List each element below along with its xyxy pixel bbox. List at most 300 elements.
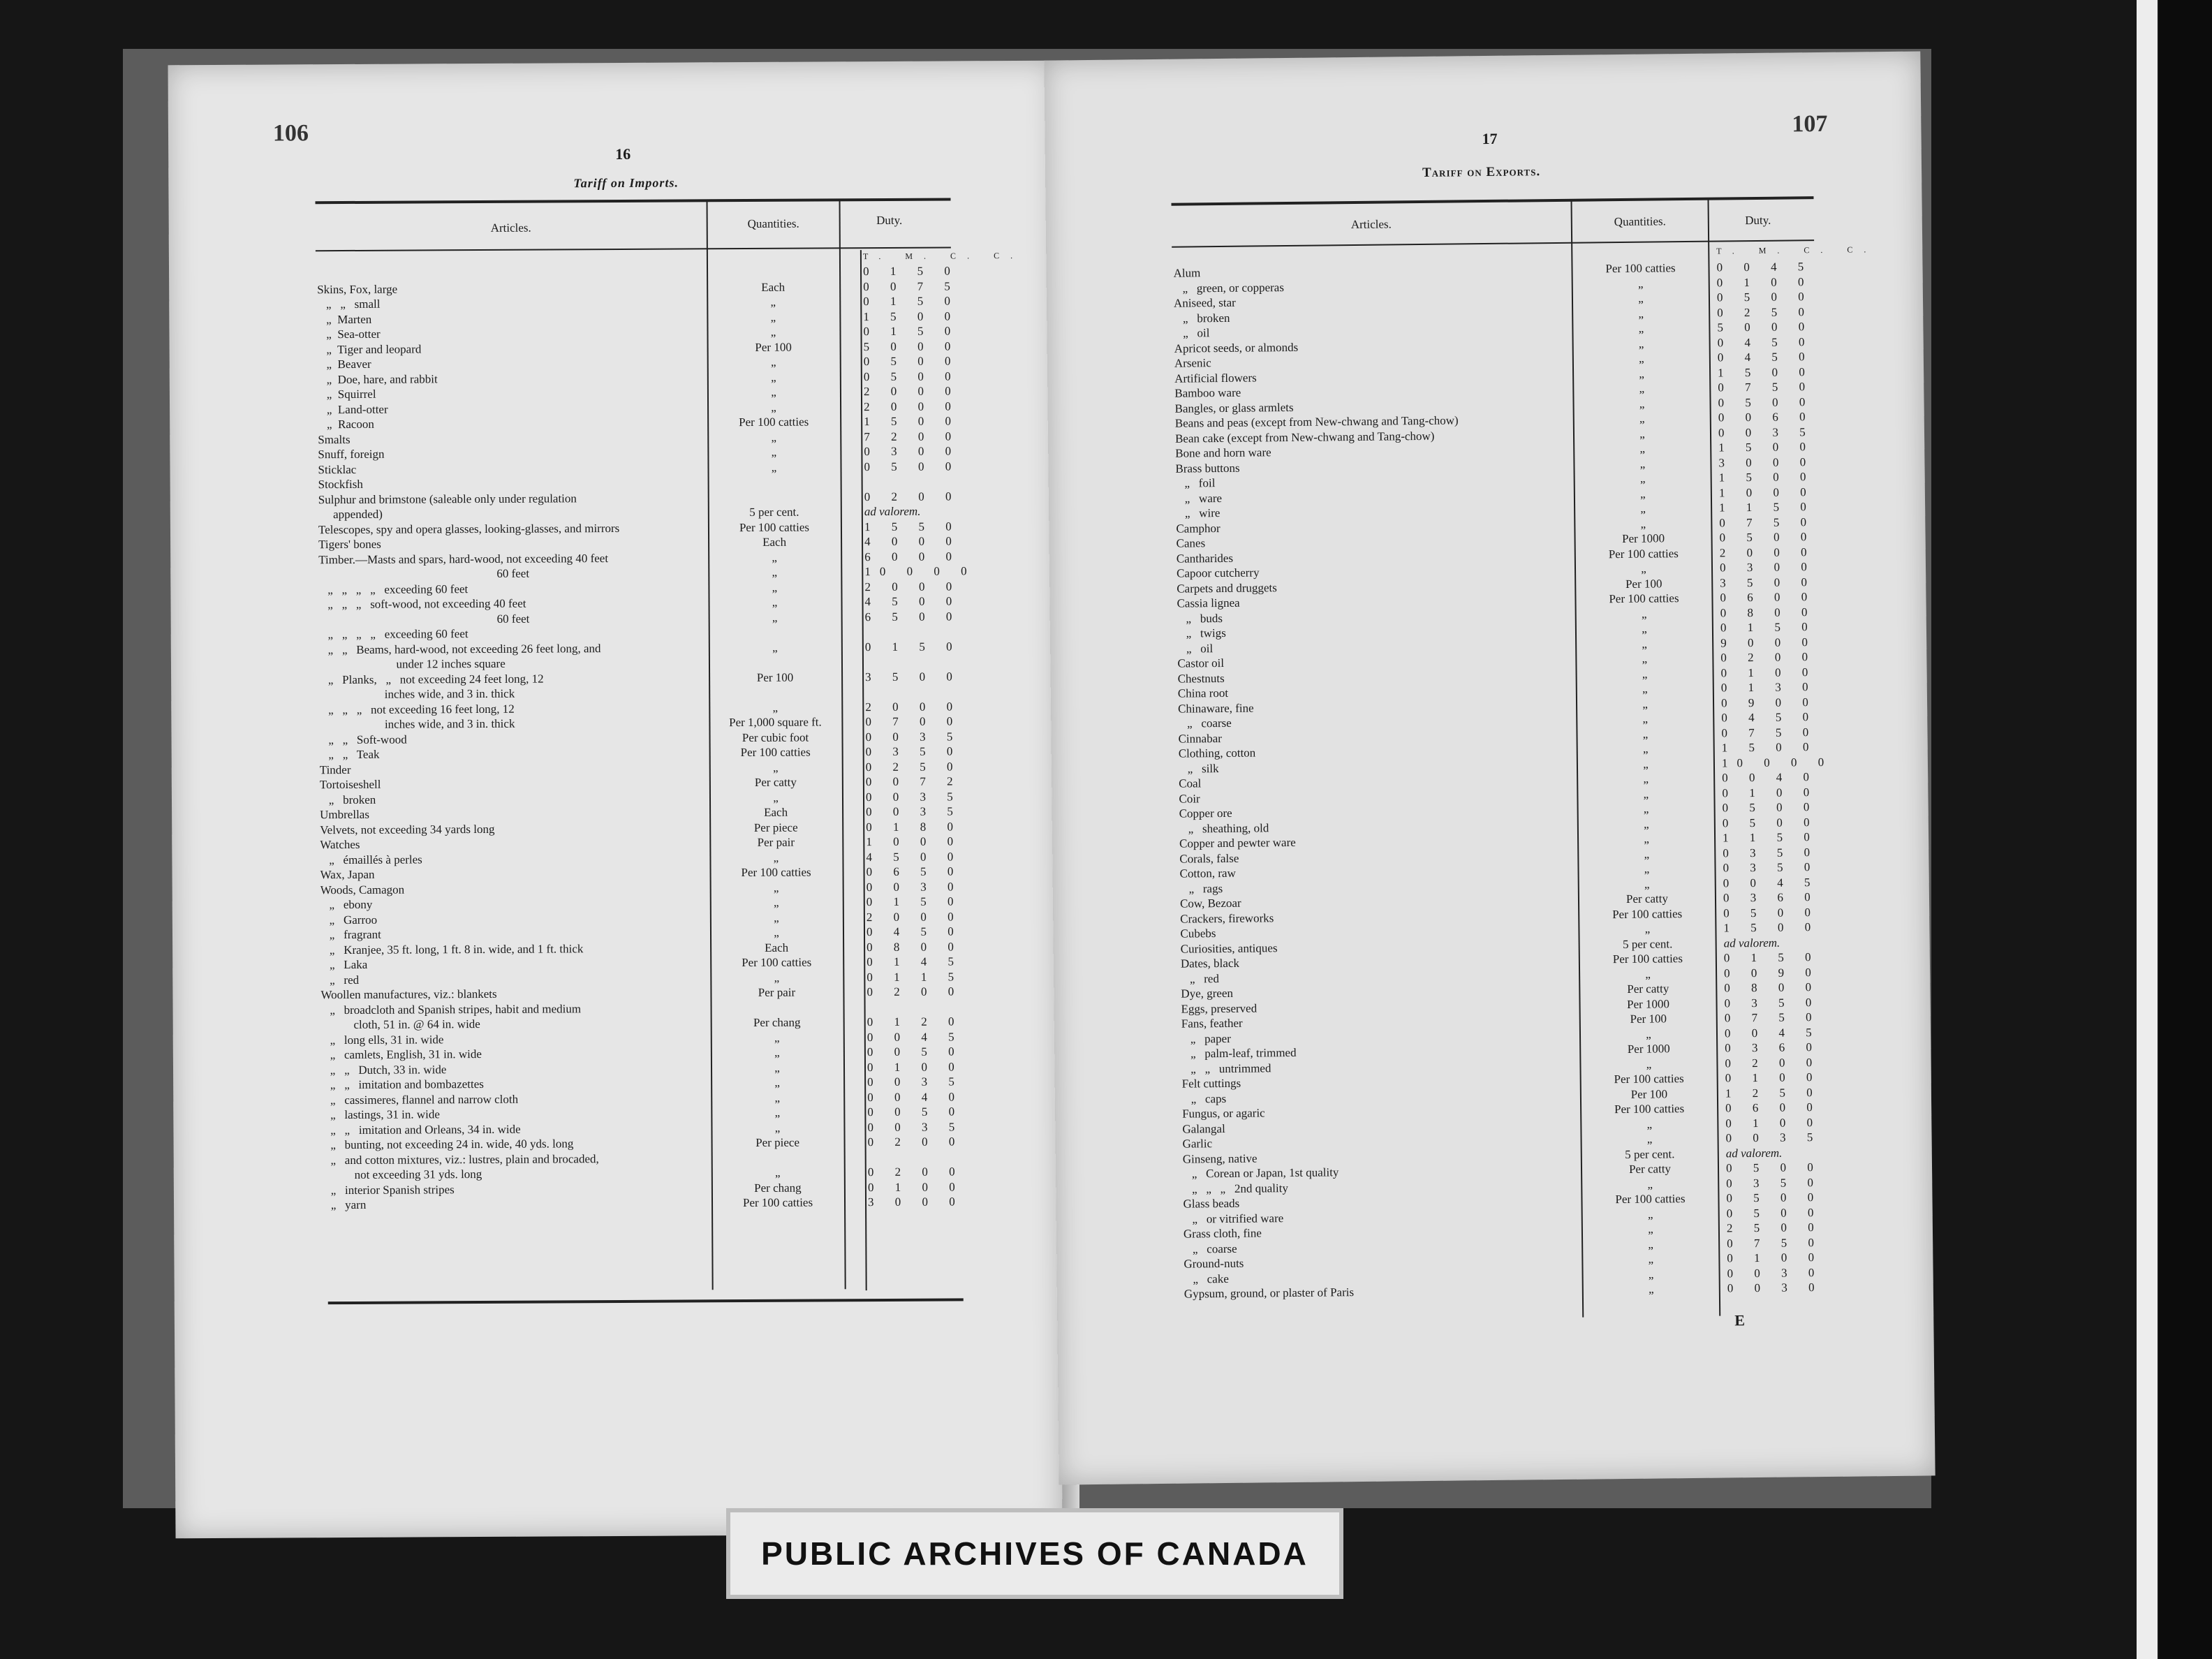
quantity-cell — [712, 1000, 842, 1001]
duty-cell: 0 3 0 0 — [1719, 560, 1816, 575]
quantity-cell: „ — [1639, 441, 1646, 455]
quantity-cell: Per 100 catties — [1614, 1072, 1684, 1086]
duty-cell: 0 3 5 0 — [1723, 845, 1820, 860]
article-cell: „ long ells, 31 in. wide — [320, 1032, 444, 1047]
duty-cell: 0 0 3 0 — [1727, 1281, 1824, 1295]
duty-cell: 2 0 0 0 — [865, 699, 962, 714]
article-cell: „ twigs — [1177, 626, 1226, 640]
article-cell: Fans, feather — [1181, 1016, 1243, 1031]
quantity-cell: „ — [1639, 381, 1645, 395]
page-number: 16 — [615, 145, 631, 163]
quantity-cell: „ — [770, 310, 776, 324]
quantity-cell: „ — [773, 850, 779, 864]
quantity-cell — [713, 1150, 843, 1151]
article-cell: „ Squirrel — [317, 387, 376, 401]
quantity-cell: „ — [1644, 832, 1649, 846]
article-cell: „ interior Spanish stripes — [321, 1182, 455, 1197]
quantity-cell — [710, 684, 840, 685]
duty-cell: 0 0 3 5 — [867, 1119, 964, 1134]
quantity-cell: „ — [770, 325, 776, 339]
duty-cell: 0 2 0 0 — [864, 489, 961, 503]
quantity-cell: „ — [1640, 501, 1646, 515]
quantity-cell: „ — [774, 910, 779, 924]
quantity-cell: „ — [773, 790, 779, 804]
article-cell: Glass beads — [1183, 1196, 1240, 1211]
duty-cell: ad valorem. — [1723, 936, 1780, 950]
duty-cell: 0 0 3 5 — [867, 1075, 964, 1089]
duty-cell: 0 7 0 0 — [865, 714, 962, 729]
duty-cell: 1 5 0 0 — [1721, 740, 1818, 755]
duty-cell: 6 0 0 0 — [864, 549, 961, 563]
quantity-cell: „ — [1637, 276, 1644, 290]
quantity-cell: Per 100 catties — [1615, 1192, 1686, 1207]
article-cell: Telescopes, spy and opera glasses, looking-glasses, and mirrors — [318, 521, 620, 536]
quantity-cell: „ — [772, 610, 778, 624]
article-cell: „ Doe, hare, and rabbit — [317, 371, 438, 386]
quantity-cell: Per 1000 — [1627, 1042, 1670, 1056]
article-cell: „ camlets, English, 31 in. wide — [320, 1047, 482, 1062]
article-cell: Bone and horn ware — [1175, 445, 1271, 460]
duty-cell: 2 0 0 0 — [864, 399, 960, 413]
quantity-cell: „ — [772, 580, 778, 594]
article-cell: Cubebs — [1180, 927, 1216, 941]
quantity-cell: Per catty — [1625, 892, 1669, 906]
quantity-cell: „ — [1646, 1132, 1653, 1146]
quantity-cell: „ — [774, 1031, 780, 1045]
article-cell: „ cassimeres, flannel and narrow cloth — [321, 1092, 519, 1107]
duty-cell: 0 1 0 0 — [867, 1179, 964, 1194]
article-cell: Cassia lignea — [1177, 596, 1240, 610]
quantity-cell: „ — [1643, 802, 1649, 816]
article-cell: 60 feet — [318, 566, 530, 582]
duty-cell: 1 5 0 0 — [1718, 470, 1815, 485]
duty-cell: 1 5 0 0 — [863, 309, 960, 323]
quantity-cell: „ — [773, 895, 779, 909]
signature-mark: E — [1734, 1311, 1746, 1329]
duty-cell: 0 4 5 0 — [1717, 334, 1814, 350]
article-cell: „ bunting, not exceeding 24 in. wide, 40 yds. long — [321, 1137, 574, 1152]
duty-cell: 0 2 5 0 — [865, 759, 962, 774]
duty-cell: 0 5 0 0 — [1718, 395, 1815, 410]
article-cell: Brass buttons — [1175, 461, 1240, 475]
article-cell: „ sheathing, old — [1179, 820, 1269, 836]
duty-cell: 0 1 0 0 — [1725, 1070, 1822, 1085]
duty-cell: 0 1 0 0 — [1722, 785, 1819, 800]
duty-cell: 0 9 0 0 — [1720, 695, 1817, 710]
article-cell: under 12 inches square — [318, 656, 506, 672]
duty-cell: 0 0 7 2 — [865, 774, 962, 789]
duty-cell: 0 5 0 0 — [863, 354, 960, 369]
article-cell: „ fragrant — [320, 927, 381, 942]
quantity-cell: „ — [1646, 1057, 1652, 1071]
article-cell: Dye, green — [1181, 986, 1234, 1001]
duty-cell: 0 0 5 0 — [867, 1045, 964, 1059]
article-cell: Crackers, fireworks — [1180, 910, 1274, 926]
quantity-cell: „ — [1646, 1027, 1651, 1041]
duty-cell: 0 1 4 5 — [867, 954, 964, 969]
quantity-cell: Per 100 — [756, 670, 794, 684]
duty-cell: 7 2 0 0 — [864, 429, 961, 443]
table-bottom-rule — [328, 1298, 964, 1304]
duty-cell: 0 1 5 0 — [1720, 620, 1817, 635]
quantity-cell: „ — [1639, 397, 1645, 411]
duty-cell: 2 0 0 0 — [866, 909, 963, 924]
duty-cell: 0 6 0 0 — [1720, 590, 1817, 605]
quantity-cell: Per 100 catties — [741, 865, 811, 880]
article-cell: Grass cloth, fine — [1183, 1226, 1262, 1241]
left-page — [168, 61, 1062, 1539]
quantity-cell: „ — [1640, 517, 1646, 531]
duty-cell: 3 5 0 0 — [865, 669, 961, 684]
quantity-cell — [709, 489, 839, 490]
duty-cell: 1 5 0 0 — [1717, 364, 1814, 380]
quantity-cell: „ — [1639, 471, 1646, 485]
folio-number: 107 — [1792, 110, 1828, 138]
duty-cell: 0 0 3 5 — [865, 789, 962, 804]
duty-cell: 0 1 0 0 — [1720, 665, 1817, 680]
duty-cell: 9 0 0 0 — [1720, 635, 1817, 650]
quantity-cell: „ — [1647, 1207, 1653, 1221]
article-cell: Cinnabar — [1178, 731, 1222, 746]
duty-cell: 0 4 5 0 — [866, 924, 963, 939]
quantity-cell: „ — [771, 385, 776, 399]
duty-cell: 4 5 0 0 — [864, 594, 961, 609]
duty-cell: 0 2 0 0 — [867, 1165, 964, 1179]
duty-cell: 1 0 0 0 — [866, 834, 963, 849]
article-cell: Clothing, cotton — [1178, 746, 1256, 760]
duty-cell: 0 8 0 0 — [867, 939, 963, 954]
duty-cell: 0 0 5 0 — [867, 1105, 964, 1119]
quantity-cell: Per catty — [1628, 1162, 1672, 1176]
article-cell: „ „ untrimmed — [1181, 1061, 1271, 1076]
running-head: Tariff on Exports. — [1422, 164, 1541, 180]
article-cell: Alum — [1173, 266, 1201, 280]
duty-cell: 0 1 0 0 — [867, 1059, 964, 1074]
quantity-cell: „ — [1639, 457, 1646, 471]
article-cell: Fungus, or agaric — [1182, 1106, 1265, 1121]
article-cell: „ coarse — [1184, 1241, 1237, 1256]
duty-cell: 0 1 3 0 — [1720, 680, 1817, 695]
duty-cell: 0 0 3 5 — [1725, 1130, 1822, 1145]
duty-cell: 0 1 2 0 — [867, 1015, 964, 1029]
duty-cell: 0 1 0 0 — [1725, 1115, 1822, 1130]
duty-cell: 0 0 4 0 — [1722, 770, 1819, 785]
quantity-cell: „ — [1638, 321, 1644, 335]
quantity-cell: „ — [1644, 877, 1650, 891]
table-top-rule — [316, 198, 951, 204]
quantity-cell: „ — [1642, 681, 1648, 695]
duty-cell: 2 0 0 0 — [1719, 545, 1816, 560]
quantity-cell: „ — [772, 700, 779, 714]
quantity-cell: „ — [1639, 411, 1645, 425]
article-cell: Aniseed, star — [1173, 295, 1236, 310]
duty-cell: 0 3 5 0 — [865, 744, 962, 759]
quantity-cell: Per catty — [754, 775, 797, 789]
article-cell: Umbrellas — [320, 807, 369, 822]
quantity-cell: „ — [1642, 742, 1649, 755]
article-cell: Ginseng, native — [1182, 1151, 1258, 1166]
article-cell: „ Sea-otter — [317, 327, 381, 341]
article-cell: Felt cuttings — [1181, 1076, 1241, 1091]
quantity-cell: „ — [772, 760, 779, 774]
article-cell: „ Kranjee, 35 ft. long, 1 ft. 8 in. wide, and 1 ft. thick — [320, 941, 584, 957]
folio-number: 106 — [272, 120, 309, 147]
article-cell: „ Beaver — [317, 357, 371, 371]
duty-cell: 2 5 0 0 — [1726, 1221, 1823, 1235]
article-cell: „ silk — [1178, 761, 1219, 776]
article-cell: „ Marten — [317, 312, 372, 326]
quantity-cell: „ — [773, 880, 779, 894]
article-cell: Chinaware, fine — [1177, 701, 1254, 716]
article-cell: „ „ „ not exceeding 16 feet long, 12 — [319, 702, 515, 716]
article-cell: „ „ Beams, hard-wood, not exceeding 26 feet long, and — [318, 641, 601, 656]
archive-label: PUBLIC ARCHIVES OF CANADA — [726, 1508, 1343, 1599]
article-cell: not exceeding 31 yds. long — [321, 1167, 482, 1182]
right-page — [1044, 51, 1935, 1484]
quantity-cell — [710, 624, 840, 625]
quantity-cell: Each — [765, 941, 789, 954]
quantity-cell: „ — [774, 1105, 781, 1119]
article-cell: „ buds — [1177, 611, 1223, 626]
quantity-cell: „ — [1646, 1117, 1653, 1131]
articles-header: Articles. — [490, 221, 531, 235]
quantity-cell: 5 per cent. — [749, 505, 799, 519]
duty-cell: ad valorem. — [864, 504, 921, 519]
article-cell: Ground-nuts — [1184, 1256, 1244, 1271]
article-cell: Garlic — [1182, 1137, 1213, 1151]
running-head: Tariff on Imports. — [573, 175, 679, 191]
quantity-cell — [710, 654, 840, 655]
article-cell: „ émaillés à perles — [320, 852, 422, 867]
quantity-cell: „ — [771, 445, 777, 459]
duty-header: Duty. — [876, 213, 903, 228]
duty-header: Duty. — [1745, 213, 1771, 228]
duty-cell: 4 0 0 0 — [864, 534, 961, 549]
page-number: 17 — [1482, 129, 1498, 148]
quantity-cell: Each — [761, 280, 786, 294]
article-cell: Tortoiseshell — [319, 777, 381, 792]
quantity-cell: 5 per cent. — [1625, 1146, 1675, 1161]
article-cell: „ „ small — [317, 297, 381, 311]
article-cell: Beans and peas (except from New-chwang and Tang-chow) — [1174, 413, 1459, 430]
article-cell: Carpets and druggets — [1177, 580, 1277, 596]
article-cell: „ ebony — [320, 897, 373, 912]
article-cell: „ oil — [1174, 326, 1210, 340]
article-cell: Bean cake (except from New-chwang and Tang-chow) — [1174, 429, 1435, 445]
quantity-cell: „ — [771, 370, 776, 384]
article-cell: „ foil — [1175, 476, 1216, 490]
article-cell: „ palm-leaf, trimmed — [1181, 1045, 1297, 1061]
duty-cell: 0 1 5 0 — [866, 894, 963, 909]
duty-cell: 0 3 6 0 — [1725, 1040, 1822, 1055]
article-cell: Woollen manufactures, viz.: blankets — [320, 987, 497, 1002]
article-cell: Snuff, foreign — [318, 447, 385, 462]
article-cell: Smalts — [318, 432, 351, 446]
duty-cell: 0 3 5 0 — [1726, 1175, 1823, 1190]
quantity-cell: Per 100 — [755, 340, 792, 354]
duty-cell: 0 1 0 0 — [1716, 274, 1813, 290]
article-cell: „ Land-otter — [318, 402, 388, 416]
quantity-cell: Per 100 catties — [1612, 952, 1683, 966]
article-cell: „ „ imitation and Orleans, 34 in. wide — [321, 1122, 521, 1137]
quantity-cell: Per piece — [755, 1135, 800, 1149]
duty-cell: 0 0 3 5 — [865, 729, 962, 744]
quantity-cell: „ — [774, 1121, 781, 1135]
duty-cell: 1 2 5 0 — [1725, 1085, 1822, 1100]
quantity-cell: „ — [1642, 727, 1649, 741]
duty-cell: 5 0 0 0 — [863, 339, 960, 353]
quantity-cell: „ — [1641, 607, 1647, 621]
duty-cell: 10 0 0 0 — [864, 564, 976, 579]
duty-cell: 0 2 0 0 — [867, 1135, 964, 1149]
quantity-cell: „ — [1642, 667, 1648, 681]
quantity-cell: Per 100 catties — [1612, 906, 1683, 921]
duty-cell: 2 0 0 0 — [864, 579, 961, 593]
quantity-cell: „ — [1644, 922, 1651, 936]
article-cell: „ „ „ 2nd quality — [1183, 1181, 1288, 1196]
article-cell: Woods, Camagon — [320, 883, 405, 897]
article-cell: „ green, or copperas — [1173, 280, 1284, 295]
quantity-cell: „ — [1644, 847, 1650, 861]
quantity-cell: „ — [772, 595, 778, 609]
duty-cell: 3 0 0 0 — [1718, 455, 1815, 470]
article-cell: Canes — [1176, 536, 1206, 550]
duty-cell: 0 6 5 0 — [866, 864, 963, 879]
duty-cell: 0 2 0 0 — [867, 985, 964, 999]
article-cell: „ Garroo — [320, 913, 378, 927]
article-cell: Cantharides — [1176, 551, 1234, 566]
duty-cell: 1 1 5 0 — [1719, 500, 1815, 515]
article-cell: Gypsum, ground, or plaster of Paris — [1184, 1285, 1355, 1301]
duty-cell: 0 0 3 0 — [866, 879, 963, 894]
duty-cell: 0 0 3 5 — [866, 804, 962, 819]
article-cell: „ or vitrified ware — [1183, 1211, 1284, 1226]
article-cell: Chestnuts — [1177, 671, 1225, 686]
article-cell: Camphor — [1176, 521, 1221, 536]
article-cell: „ ware — [1175, 491, 1223, 506]
duty-cell: 0 2 0 0 — [1720, 650, 1817, 665]
exports-table — [1173, 259, 1834, 1302]
duty-cell: 0 1 5 0 — [862, 264, 959, 279]
article-cell: „ Planks, „ not exceeding 24 feet long, 12 — [319, 672, 544, 686]
article-cell: inches wide, and 3 in. thick — [319, 686, 515, 702]
quantity-cell: „ — [1648, 1267, 1654, 1281]
duty-cell: 0 5 0 0 — [864, 459, 961, 473]
duty-cell: 2 0 0 0 — [863, 384, 960, 399]
article-cell: „ rags — [1179, 881, 1223, 896]
quantities-header: Quantities. — [747, 216, 799, 230]
quantity-cell: „ — [1647, 1177, 1653, 1191]
quantity-cell: „ — [1642, 711, 1649, 725]
quantity-cell: „ — [772, 565, 778, 579]
duty-cell: 0 1 8 0 — [866, 819, 963, 834]
quantity-cell: „ — [1642, 651, 1648, 665]
quantity-cell: „ — [774, 1165, 781, 1179]
duty-cell: 0 7 5 0 — [1719, 515, 1816, 530]
quantity-cell: „ — [1642, 621, 1647, 635]
article-cell: appended) — [318, 507, 383, 522]
table-top-rule — [1172, 196, 1814, 206]
article-cell: „ cake — [1184, 1271, 1229, 1286]
article-cell: „ caps — [1181, 1091, 1227, 1106]
quantity-cell: „ — [1640, 487, 1646, 501]
duty-cell: 0 0 4 5 — [1723, 875, 1820, 890]
quantity-cell: „ — [1648, 1282, 1654, 1296]
quantity-cell: „ — [1644, 862, 1650, 876]
quantity-cell: „ — [774, 1061, 780, 1075]
article-cell: Galangal — [1182, 1121, 1225, 1136]
article-cell: „ „ imitation and bombazettes — [321, 1077, 484, 1092]
quantity-cell: „ — [1639, 367, 1644, 381]
quantity-cell: „ — [770, 295, 776, 309]
duty-cell: 1 5 5 0 — [864, 519, 961, 533]
duty-cell: 0 0 4 5 — [1724, 1025, 1821, 1040]
article-cell: Watches — [320, 837, 360, 852]
article-cell: Velvets, not exceeding 34 yards long — [320, 822, 495, 836]
article-cell: „ „ „ „ exceeding 60 feet — [318, 627, 469, 642]
duty-cell: 0 1 5 0 — [864, 639, 961, 654]
duty-cell: 0 1 5 0 — [863, 294, 960, 309]
quantity-cell: „ — [1642, 697, 1648, 711]
duty-cell: 0 5 0 0 — [1716, 290, 1813, 304]
quantity-cell: 5 per cent. — [1622, 936, 1673, 951]
article-cell: Cow, Bezoar — [1179, 896, 1241, 910]
duty-cell: 1 5 0 0 — [1723, 920, 1820, 935]
article-cell: Timber.—Masts and spars, hard-wood, not exceeding 40 feet — [318, 551, 609, 566]
article-cell: „ paper — [1181, 1031, 1231, 1046]
quantity-cell: „ — [1643, 787, 1649, 801]
film-edge — [2137, 0, 2158, 1659]
duty-cell: 0 7 5 0 — [1721, 725, 1818, 740]
film-margin — [2159, 0, 2212, 1659]
duty-cell: 1 5 0 0 — [864, 414, 960, 429]
duty-cell: 0 5 0 0 — [1722, 800, 1819, 815]
article-cell: Eggs, preserved — [1181, 1001, 1258, 1016]
article-cell — [317, 265, 705, 267]
duty-cell: 0 5 0 0 — [1725, 1160, 1822, 1175]
duty-cell: 0 0 3 5 — [1718, 425, 1815, 440]
quantity-cell: Per 100 catties — [739, 415, 809, 429]
quantity-cell: Per 100 catties — [742, 955, 812, 970]
article-cell: „ Tiger and leopard — [317, 341, 422, 356]
quantity-cell: „ — [770, 355, 776, 369]
quantity-cell: „ — [1648, 1237, 1654, 1251]
article-cell: Cotton, raw — [1179, 866, 1236, 880]
quantity-cell: „ — [1638, 351, 1644, 365]
duty-cell: 0 4 5 0 — [1717, 350, 1814, 364]
quantity-cell: „ — [1648, 1252, 1654, 1266]
quantity-cell: „ — [1642, 637, 1648, 651]
duty-cell: 0 2 5 0 — [1717, 304, 1814, 320]
article-cell: Corals, false — [1179, 851, 1239, 866]
quantity-cell: Per 100 catties — [1605, 261, 1676, 276]
duty-cell: 0 5 0 0 — [1726, 1205, 1823, 1220]
article-cell: Coir — [1179, 791, 1200, 806]
quantity-cell: Per pair — [757, 835, 795, 849]
article-cell: Stockfish — [318, 477, 363, 492]
article-cell: „ „ Soft-wood — [319, 732, 407, 746]
duty-cell: 0 8 0 0 — [1724, 980, 1821, 995]
quantity-cell: „ — [1643, 772, 1649, 786]
quantity-cell: Each — [764, 805, 788, 819]
duty-cell: 0 1 1 5 — [867, 969, 964, 984]
duty-cell: 0 0 4 0 — [867, 1089, 964, 1104]
article-cell: Copper ore — [1179, 806, 1232, 820]
duty-cell: 10 0 0 0 — [1721, 755, 1834, 770]
quantity-cell — [708, 264, 838, 265]
quantity-cell: „ — [772, 640, 778, 654]
quantity-cell: Per catty — [1627, 982, 1669, 996]
